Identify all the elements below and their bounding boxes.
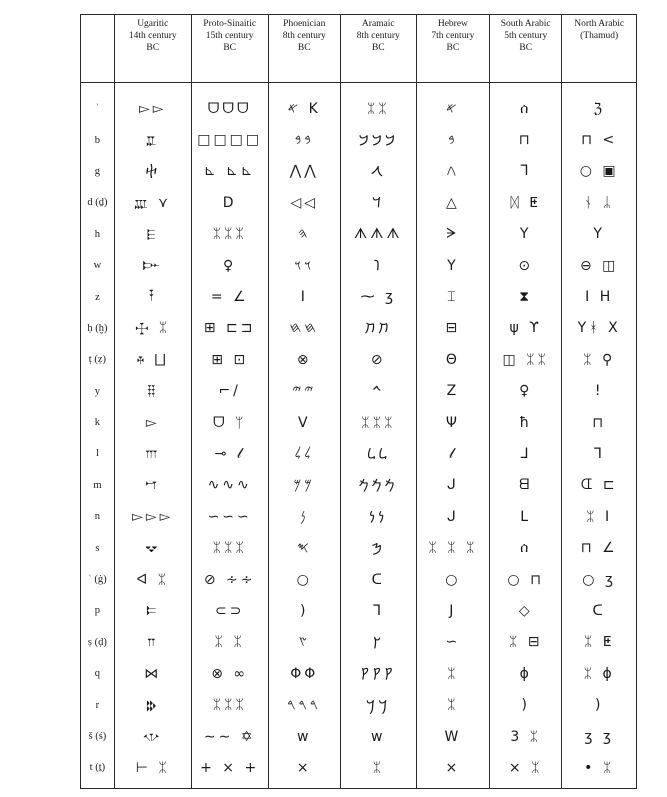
glyph-cell-aramaic: ᛯ (340, 752, 416, 788)
table-row (81, 250, 637, 281)
glyph-cell-proto-sinaitic: ∼∼ ✡ (191, 721, 268, 752)
glyph-cell-phoenician: ◁◁ (268, 187, 340, 218)
glyph-cell-north-arabic: ʒ ʒ (562, 721, 637, 752)
glyph-cell-aramaic: ᛯᛯᛯ (340, 407, 416, 438)
glyph-cell-north-arabic: ᚾ ᛦ (562, 187, 637, 218)
glyph-cell-hebrew: ○ (416, 564, 489, 595)
glyph-cell-south-arabic: ሰ (490, 532, 562, 563)
glyph-cell-phoenician: 𐤉𐤉 (268, 376, 340, 407)
glyph-cell-hebrew: × (416, 752, 489, 788)
glyph-cell-north-arabic: ○ ▣ (562, 156, 637, 187)
phoneme-cell: n (81, 501, 115, 532)
glyph-cell-hebrew: Z (416, 376, 489, 407)
phoneme-cell: g (81, 156, 115, 187)
glyph-cell-south-arabic: ħ (490, 407, 562, 438)
glyph-cell-hebrew: ᛯ (416, 689, 489, 720)
column-header-line: 7th century (431, 31, 475, 41)
glyph-cell-phoenician: 𐤎 (268, 532, 340, 563)
glyph-cell-proto-sinaitic: D (191, 187, 268, 218)
glyph-cell-south-arabic: ϕ (490, 658, 562, 689)
glyph-cell-aramaic: 𐡅 (340, 250, 416, 281)
glyph-cell-ugaritic: ⋈ (114, 658, 191, 689)
table-row (81, 187, 637, 218)
column-header-line: Ugaritic (137, 19, 169, 29)
phoneme-cell: q (81, 658, 115, 689)
glyph-cell-proto-sinaitic: ᛯᛯᛯ (191, 219, 268, 250)
glyph-cell-hebrew: 𝓁 (416, 438, 489, 469)
glyph-cell-north-arabic: I H (562, 281, 637, 312)
glyph-cell-phoenician: × (268, 752, 340, 788)
glyph-cell-aramaic: 𐡋𐡋 (340, 438, 416, 469)
glyph-cell-south-arabic: ○ ⊓ (490, 564, 562, 595)
phoneme-cell: ḥ (ḫ) (81, 313, 115, 344)
glyph-cell-aramaic: 𐡂 (340, 156, 416, 187)
glyph-cell-proto-sinaitic: + × + (191, 752, 268, 788)
phoneme-cell: t (ṯ) (81, 752, 115, 788)
column-header-line: 8th century (282, 31, 326, 41)
glyph-cell-ugaritic: 𐎇 (114, 281, 191, 312)
glyph-cell-south-arabic: ψ ϒ (490, 313, 562, 344)
glyph-cell-ugaritic: 𐎌 (114, 721, 191, 752)
phoneme-cell: ṭ (ẓ) (81, 344, 115, 375)
phoneme-cell: h (81, 219, 115, 250)
glyph-cell-south-arabic: Y (490, 219, 562, 250)
glyph-cell-ugaritic: 𐎔 (114, 595, 191, 626)
glyph-cell-ugaritic: 𐎎 (114, 470, 191, 501)
glyph-cell-ugaritic: 𐎊 (114, 376, 191, 407)
glyph-cell-ugaritic: 𐎕 (114, 627, 191, 658)
column-header-line: BC (146, 43, 160, 53)
glyph-cell-south-arabic: ⊙ (490, 250, 562, 281)
glyph-cell-north-arabic: ℨ (562, 83, 637, 125)
glyph-cell-aramaic: ᒣ (340, 595, 416, 626)
column-header-line: Phoenician (283, 19, 326, 29)
column-header-proto-sinaitic (191, 15, 268, 83)
glyph-cell-aramaic: 𐡌𐡌𐡌 (340, 470, 416, 501)
table-row (81, 281, 637, 312)
phoneme-cell: s (81, 532, 115, 563)
column-header-line: (Thamud) (580, 31, 619, 41)
glyph-cell-aramaic: 𐡒𐡒𐡒 (340, 658, 416, 689)
phoneme-cell: w (81, 250, 115, 281)
glyph-cell-south-arabic: ᗺ (490, 470, 562, 501)
glyph-cell-south-arabic: 3 ᛯ (490, 721, 562, 752)
glyph-cell-hebrew: W (416, 721, 489, 752)
glyph-cell-phoenician: 𐤇𐤇 (268, 313, 340, 344)
column-header-line: 14th century (128, 31, 177, 41)
glyph-cell-aramaic: ᑕ (340, 564, 416, 595)
glyph-cell-ugaritic: 𐎄 ⋎ (114, 187, 191, 218)
phoneme-cell: z (81, 281, 115, 312)
glyph-cell-phoenician: 𐤋𐤋 (268, 438, 340, 469)
table-row (81, 627, 637, 658)
glyph-cell-phoenician: ○ (268, 564, 340, 595)
glyph-cell-hebrew: ⌶ (416, 281, 489, 312)
phoneme-cell: š (ś) (81, 721, 115, 752)
glyph-cell-ugaritic: 𐎈 ᛯ (114, 313, 191, 344)
glyph-cell-phoenician: ⊗ (268, 344, 340, 375)
glyph-cell-south-arabic: ◫ ᛯᛯ (490, 344, 562, 375)
column-header-line: 8th century (356, 31, 400, 41)
column-header-line: BC (297, 43, 311, 53)
glyph-cell-aramaic: 𐡑 (340, 627, 416, 658)
phoneme-cell: ʿ (ġ) (81, 564, 115, 595)
glyph-cell-hebrew: Θ (416, 344, 489, 375)
glyph-cell-phoenician: 𐤅𐤅 (268, 250, 340, 281)
table-row (81, 313, 637, 344)
glyph-cell-south-arabic: ᒣ (490, 156, 562, 187)
glyph-cell-aramaic: ᗑᗑᗑ (340, 219, 416, 250)
glyph-cell-hebrew: Ψ (416, 407, 489, 438)
glyph-cell-north-arabic: ⊓ < (562, 124, 637, 155)
glyph-cell-north-arabic: ᛯ I (562, 501, 637, 532)
column-header-line: South Arabic (500, 19, 551, 29)
glyph-cell-proto-sinaitic: ⊗ ∞ (191, 658, 268, 689)
glyph-cell-hebrew: ᛯ ᛯ ᛯ (416, 532, 489, 563)
glyph-cell-aramaic: ᛯᛯ (340, 83, 416, 125)
glyph-cell-phoenician: 𐤀 K (268, 83, 340, 125)
glyph-cell-aramaic: 𐡃 (340, 187, 416, 218)
glyph-cell-hebrew: ᒍ (416, 501, 489, 532)
glyph-cell-north-arabic: ⊓ ∠ (562, 532, 637, 563)
glyph-cell-north-arabic: ᛯ ⵟ (562, 627, 637, 658)
glyph-cell-phoenician: ⋀⋀ (268, 156, 340, 187)
column-header-line: 15th century (205, 31, 254, 41)
glyph-cell-north-arabic: ⊓ (562, 407, 637, 438)
table-row (81, 124, 637, 155)
phoneme-cell: ṣ (ḍ) (81, 627, 115, 658)
column-header-line: Proto-Sinaitic (203, 19, 257, 29)
glyph-cell-north-arabic: ᗭ ⊏ (562, 470, 637, 501)
glyph-cell-hebrew: 𐤀 (416, 83, 489, 125)
glyph-cell-ugaritic: 𐎗 (114, 689, 191, 720)
table-row (81, 470, 637, 501)
glyph-cell-north-arabic: Yᚼ X (562, 313, 637, 344)
glyph-cell-ugaritic: ⴕ (114, 156, 191, 187)
glyph-cell-south-arabic: ሰ (490, 83, 562, 125)
glyph-cell-aramaic: 𐡍𐡍 (340, 501, 416, 532)
glyph-cell-ugaritic: 𐎍 (114, 438, 191, 469)
glyph-cell-south-arabic: ᒧ (490, 438, 562, 469)
phoneme-cell: k (81, 407, 115, 438)
table-header-row (81, 15, 637, 83)
glyph-cell-south-arabic: ⧗ (490, 281, 562, 312)
phoneme-cell: r (81, 689, 115, 720)
table-row (81, 219, 637, 250)
table-row (81, 564, 637, 595)
column-header-line: 5th century (504, 31, 548, 41)
table-row (81, 501, 637, 532)
glyph-cell-north-arabic: ǃ (562, 376, 637, 407)
glyph-cell-hebrew: ⊟ (416, 313, 489, 344)
glyph-cell-ugaritic: 𐎅 (114, 219, 191, 250)
glyph-cell-phoenician: 𐤁𐤁 (268, 124, 340, 155)
glyph-cell-proto-sinaitic: ⊘ ∻∻ (191, 564, 268, 595)
glyph-cell-south-arabic: ) (490, 689, 562, 720)
glyph-cell-north-arabic: ᛯ ⚲ (562, 344, 637, 375)
glyph-cell-hebrew: 𐤁 (416, 124, 489, 155)
table-row (81, 156, 637, 187)
glyph-cell-aramaic: 𐡇𐡇 (340, 313, 416, 344)
glyph-cell-hebrew: ᗒ (416, 219, 489, 250)
glyph-cell-ugaritic: 𐎉 ⨆ (114, 344, 191, 375)
column-header-ugaritic (114, 15, 191, 83)
glyph-cell-phoenician: 𐤑 (268, 627, 340, 658)
glyph-cell-aramaic: 𐡁𐡁𐡁 (340, 124, 416, 155)
glyph-cell-north-arabic: ○ ʒ (562, 564, 637, 595)
glyph-cell-hebrew: △ (416, 187, 489, 218)
glyph-cell-hebrew: J (416, 595, 489, 626)
column-header-north-arabic (562, 15, 637, 83)
column-header-line: Aramaic (361, 19, 395, 29)
phoneme-cell: ʾ (81, 83, 115, 125)
glyph-cell-phoenician: ΦΦ (268, 658, 340, 689)
column-header-south-arabic (490, 15, 562, 83)
glyph-cell-proto-sinaitic: ⊞ ⊡ (191, 344, 268, 375)
glyph-cell-hebrew: Y (416, 250, 489, 281)
glyph-cell-proto-sinaitic: ᗜᗜᗜ (191, 83, 268, 125)
column-header-line: North Arabic (574, 19, 625, 29)
glyph-cell-north-arabic: ᒣ (562, 438, 637, 469)
table-row (81, 689, 637, 720)
column-header-line: Hebrew (437, 19, 468, 29)
table-row (81, 752, 637, 788)
glyph-cell-proto-sinaitic: ∽∽∽ (191, 501, 268, 532)
column-header-corner (81, 15, 115, 83)
column-header-line: BC (223, 43, 237, 53)
glyph-cell-north-arabic: Y (562, 219, 637, 250)
glyph-cell-south-arabic: ᒪ (490, 501, 562, 532)
column-header-line: BC (519, 43, 533, 53)
glyph-cell-phoenician: w (268, 721, 340, 752)
column-header-hebrew (416, 15, 489, 83)
phoneme-cell: m (81, 470, 115, 501)
glyph-cell-proto-sinaitic: ⌐/ (191, 376, 268, 407)
glyph-cell-aramaic: ⁓ ʒ (340, 281, 416, 312)
glyph-cell-proto-sinaitic: ᗜ ᛘ (191, 407, 268, 438)
glyph-cell-proto-sinaitic: ⊞ ⊏⊐ (191, 313, 268, 344)
glyph-cell-hebrew: ᒍ (416, 470, 489, 501)
glyph-cell-aramaic: ⊘ (340, 344, 416, 375)
glyph-cell-south-arabic: ᛯ ⊟ (490, 627, 562, 658)
glyph-cell-hebrew: ᛯ (416, 658, 489, 689)
glyph-cell-proto-sinaitic: ⊾ ⊾⊾ (191, 156, 268, 187)
column-header-line: BC (371, 43, 385, 53)
glyph-cell-phoenician: 𐤌𐤌 (268, 470, 340, 501)
glyph-cell-proto-sinaitic: ᛯᛯᛯ (191, 532, 268, 563)
glyph-cell-south-arabic: ᛞ ⵟ (490, 187, 562, 218)
glyph-cell-ugaritic: ▻▻ (114, 83, 191, 125)
glyph-cell-south-arabic: ♀ (490, 376, 562, 407)
glyph-cell-proto-sinaitic: ⊂⊃ (191, 595, 268, 626)
glyph-cell-ugaritic: ᐊ ᛯ (114, 564, 191, 595)
glyph-cell-north-arabic: ᑕ (562, 595, 637, 626)
glyph-cell-proto-sinaitic: ∿∿∿ (191, 470, 268, 501)
glyph-cell-north-arabic: • ᛯ (562, 752, 637, 788)
glyph-cell-proto-sinaitic: ♀ (191, 250, 268, 281)
glyph-cell-proto-sinaitic: □□□□ (191, 124, 268, 155)
glyph-cell-ugaritic: ▻▻▻ (114, 501, 191, 532)
glyph-cell-south-arabic: × ᛯ (490, 752, 562, 788)
table-row (81, 407, 637, 438)
glyph-cell-proto-sinaitic: ᛯ ᛯ (191, 627, 268, 658)
table-row (81, 532, 637, 563)
phoneme-cell: d (ḏ) (81, 187, 115, 218)
script-comparison-table (80, 14, 637, 789)
glyph-cell-south-arabic: ⊓ (490, 124, 562, 155)
column-header-phoenician (268, 15, 340, 83)
phoneme-cell: b (81, 124, 115, 155)
column-header-aramaic (340, 15, 416, 83)
table-row (81, 438, 637, 469)
glyph-cell-north-arabic: ᛯ ϕ (562, 658, 637, 689)
glyph-cell-south-arabic: ◇ (490, 595, 562, 626)
glyph-cell-phoenician: 𐤓𐤓𐤓 (268, 689, 340, 720)
glyph-cell-ugaritic: ⊢ ᛯ (114, 752, 191, 788)
table-row (81, 344, 637, 375)
glyph-cell-phoenician: I (268, 281, 340, 312)
glyph-cell-north-arabic: ) (562, 689, 637, 720)
phoneme-cell: p (81, 595, 115, 626)
glyph-cell-hebrew: ∽ (416, 627, 489, 658)
glyph-cell-aramaic: w (340, 721, 416, 752)
phoneme-cell: l (81, 438, 115, 469)
glyph-cell-phoenician: 𐤍 (268, 501, 340, 532)
glyph-cell-aramaic: 𐡓𐡓 (340, 689, 416, 720)
glyph-cell-proto-sinaitic: ⊸ 𝓁 (191, 438, 268, 469)
table-row (81, 376, 637, 407)
glyph-cell-phoenician: ᐯ (268, 407, 340, 438)
glyph-cell-aramaic: 𐡎 (340, 532, 416, 563)
glyph-cell-proto-sinaitic: ᛯᛯᛯ (191, 689, 268, 720)
table-row (81, 658, 637, 689)
glyph-cell-north-arabic: ⊖ ◫ (562, 250, 637, 281)
table-row (81, 83, 637, 125)
phoneme-cell: y (81, 376, 115, 407)
glyph-cell-ugaritic: 𐎁 (114, 124, 191, 155)
glyph-cell-phoenician: ) (268, 595, 340, 626)
glyph-cell-proto-sinaitic: = ∠ (191, 281, 268, 312)
glyph-cell-aramaic: 𐡉 (340, 376, 416, 407)
glyph-cell-ugaritic: 𐎆 (114, 250, 191, 281)
glyph-cell-ugaritic: 𐎒 (114, 532, 191, 563)
glyph-cell-hebrew: 𐤂 (416, 156, 489, 187)
column-header-line: BC (446, 43, 460, 53)
table-row (81, 721, 637, 752)
glyph-cell-ugaritic: ▻ (114, 407, 191, 438)
glyph-cell-phoenician: 𐤄 (268, 219, 340, 250)
table-row (81, 595, 637, 626)
